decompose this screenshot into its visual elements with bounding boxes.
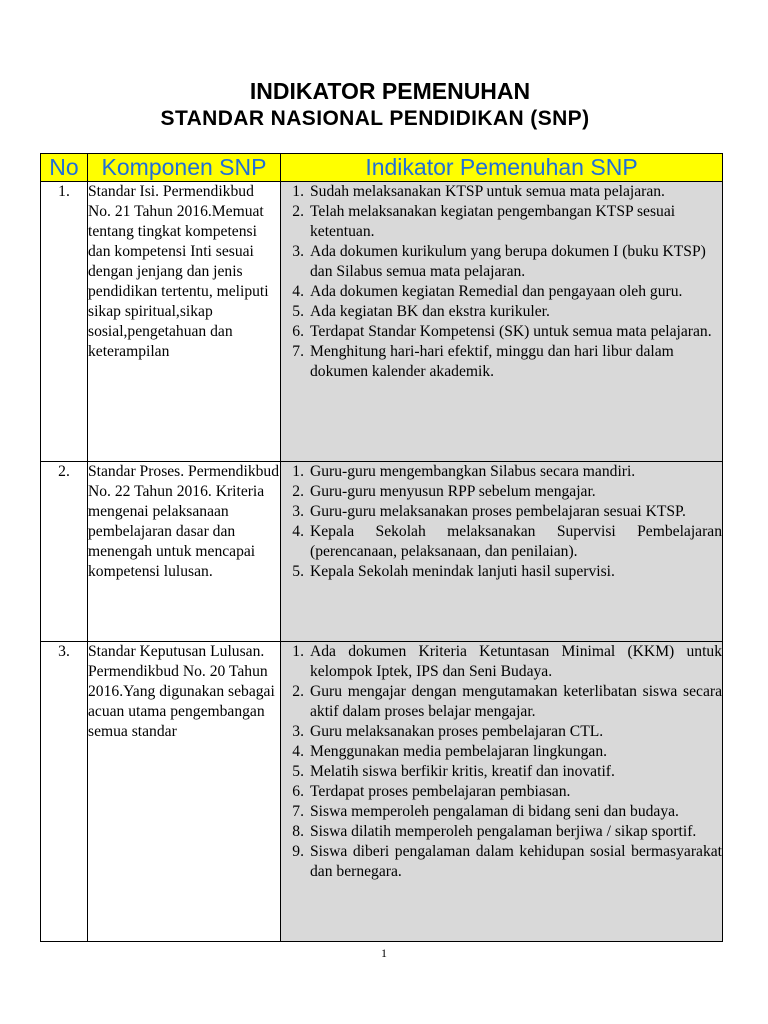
list-item <box>281 282 722 302</box>
item-number: 4. <box>292 523 304 540</box>
list-item <box>281 682 722 722</box>
item-number: 6. <box>292 323 304 340</box>
item-text: Kepala Sekolah menindak lanjuti hasil supervisi. <box>310 563 615 580</box>
item-text: Terdapat proses pembelajaran pembiasan. <box>310 783 571 800</box>
indicator-list <box>281 642 722 882</box>
list-item <box>281 722 722 742</box>
title-line-2: STANDAR NASIONAL PENDIDIKAN (SNP) <box>160 107 590 130</box>
item-number: 9. <box>292 843 304 860</box>
item-text: Ada dokumen kegiatan Remedial dan pengayaan oleh guru. <box>310 283 683 300</box>
item-number: 7. <box>292 343 304 360</box>
item-number: 3. <box>292 243 304 260</box>
item-text: Guru melaksanakan proses pembelajaran CTL. <box>310 723 604 740</box>
list-item <box>281 242 722 282</box>
item-text: Siswa diberi pengalaman dalam kehidupan sosial bermasyarakat dan bernegara. <box>310 843 722 880</box>
list-item <box>281 842 722 882</box>
row-number: 1. <box>41 182 88 462</box>
list-item <box>281 342 722 382</box>
item-number: 8. <box>292 823 304 840</box>
list-item <box>281 762 722 782</box>
item-text: Siswa memperoleh pengalaman di bidang seni dan budaya. <box>310 803 679 820</box>
page-number: 1 <box>381 946 387 960</box>
item-number: 4. <box>292 743 304 760</box>
item-number: 2. <box>292 683 304 700</box>
item-text: Melatih siswa berfikir kritis, kreatif dan inovatif. <box>310 763 615 780</box>
list-item <box>281 522 722 562</box>
list-item <box>281 302 722 322</box>
list-item <box>281 742 722 762</box>
item-number: 2. <box>292 483 304 500</box>
list-item <box>281 502 722 522</box>
indicator-cell <box>281 642 723 942</box>
table-row <box>41 642 723 942</box>
item-text: Ada kegiatan BK dan ekstra kurikuler. <box>310 303 550 320</box>
item-number: 5. <box>292 563 304 580</box>
item-number: 1. <box>292 643 304 660</box>
list-item <box>281 202 722 242</box>
item-text: Ada dokumen Kriteria Ketuntasan Minimal (KKM) untuk kelompok Iptek, IPS dan Seni Budaya. <box>310 643 722 680</box>
list-item <box>281 482 722 502</box>
snp-table <box>40 153 723 942</box>
header-komponen: Komponen SNP <box>88 154 281 182</box>
item-text: Guru-guru melaksanakan proses pembelajaran sesuai KTSP. <box>310 503 686 520</box>
list-item <box>281 782 722 802</box>
list-item <box>281 322 722 342</box>
item-number: 1. <box>292 463 304 480</box>
item-number: 5. <box>292 303 304 320</box>
title-line-1: INDIKATOR PEMENUHAN <box>249 78 531 104</box>
table-row <box>41 182 723 462</box>
list-item <box>281 822 722 842</box>
indicator-cell <box>281 462 723 642</box>
list-item <box>281 642 722 682</box>
item-text: Menggunakan media pembelajaran lingkungan. <box>310 743 608 760</box>
item-text: Guru-guru mengembangkan Silabus secara mandiri. <box>310 463 636 480</box>
item-number: 3. <box>292 723 304 740</box>
list-item <box>281 462 722 482</box>
item-text: Siswa dilatih memperoleh pengalaman berjiwa / sikap sportif. <box>310 823 697 840</box>
item-text: Menghitung hari-hari efektif, minggu dan hari libur dalam dokumen kalender akademik. <box>310 343 674 380</box>
indicator-cell <box>281 182 723 462</box>
item-text: Guru mengajar dengan mengutamakan keterlibatan siswa secara aktif dalam proses belajar mengajar. <box>310 683 722 720</box>
indicator-list <box>281 462 722 582</box>
komponen-cell: Standar Proses. Permendikbud No. 22 Tahun 2016. Kriteria mengenai pelaksanaan pembelajaran dasar dan menengah untuk mencapai kompetensi lulusan. <box>88 462 281 642</box>
item-number: 1. <box>292 183 304 200</box>
list-item <box>281 182 722 202</box>
item-text: Telah melaksanakan kegiatan pengembangan KTSP sesuai ketentuan. <box>310 203 676 240</box>
row-number: 3. <box>41 642 88 942</box>
row-number: 2. <box>41 462 88 642</box>
item-text: Sudah melaksanakan KTSP untuk semua mata pelajaran. <box>310 183 665 200</box>
item-text: Terdapat Standar Kompetensi (SK) untuk semua mata pelajaran. <box>310 323 712 340</box>
table-row <box>41 462 723 642</box>
list-item <box>281 802 722 822</box>
header-no: No <box>41 154 88 182</box>
item-number: 3. <box>292 503 304 520</box>
item-number: 2. <box>292 203 304 220</box>
komponen-cell: Standar Isi. Permendikbud No. 21 Tahun 2016.Memuat tentang tingkat kompetensi dan kompetensi Inti sesuai dengan jenjang dan jenis pendidikan tertentu, meliputi sikap spiritual,sikap sosial,pengetahuan dan keterampilan <box>88 182 281 462</box>
header-indikator: Indikator Pemenuhan SNP <box>281 154 723 182</box>
item-text: Ada dokumen kurikulum yang berupa dokumen I (buku KTSP) dan Silabus semua mata pelajaran. <box>310 243 706 280</box>
table-header-row <box>41 154 723 182</box>
list-item <box>281 562 722 582</box>
item-text: Kepala Sekolah melaksanakan Supervisi Pembelajaran (perencanaan, pelaksanaan, dan penilaian). <box>310 523 722 560</box>
item-number: 6. <box>292 783 304 800</box>
indicator-list <box>281 182 722 382</box>
item-number: 4. <box>292 283 304 300</box>
item-text: Guru-guru menyusun RPP sebelum mengajar. <box>310 483 596 500</box>
item-number: 5. <box>292 763 304 780</box>
komponen-cell: Standar Keputusan Lulusan. Permendikbud No. 20 Tahun 2016.Yang digunakan sebagai acuan utama pengembangan semua standar <box>88 642 281 942</box>
item-number: 7. <box>292 803 304 820</box>
